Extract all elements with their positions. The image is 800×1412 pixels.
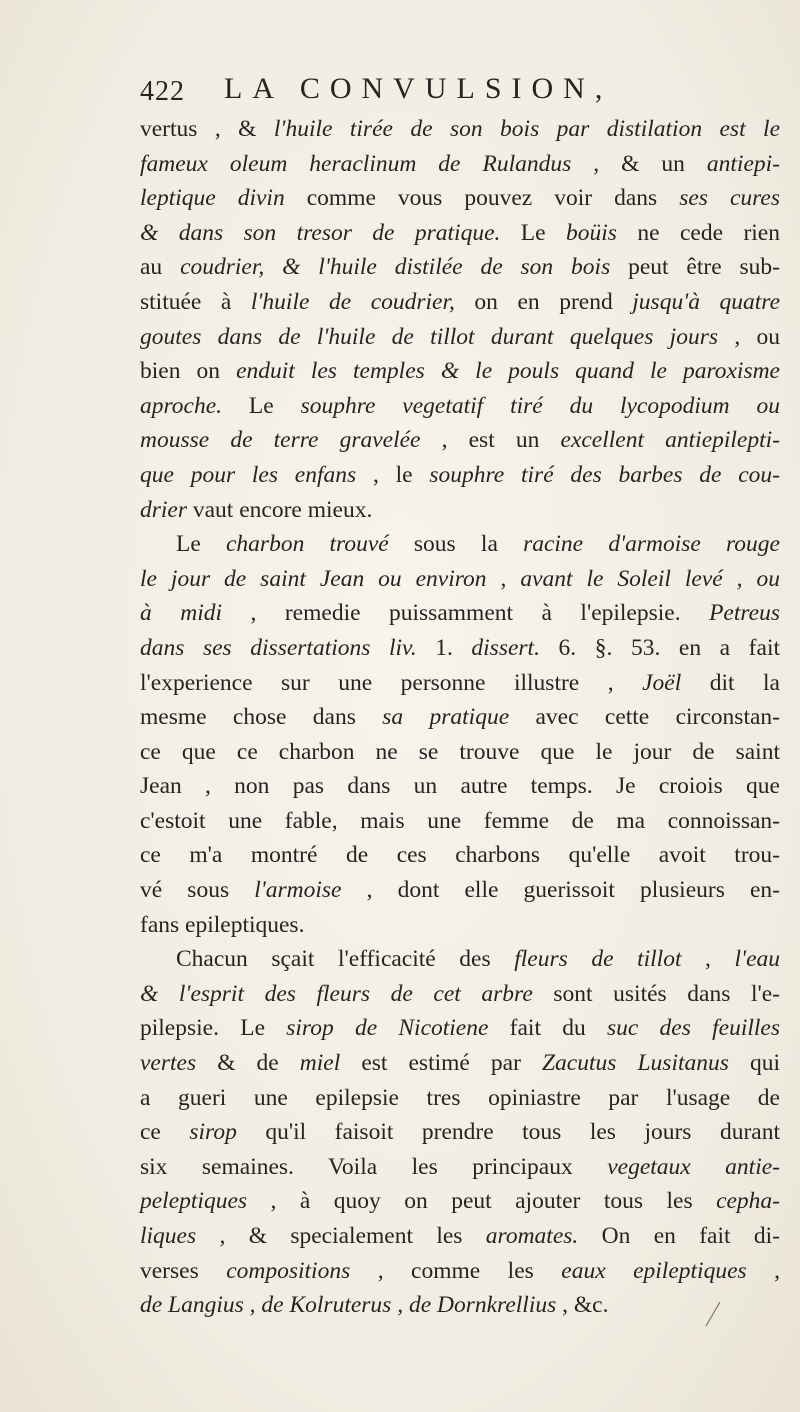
text-run: fait du xyxy=(488,1015,607,1042)
text-run: , remedie puissamment à l'epilepsie. xyxy=(222,600,710,627)
text-line xyxy=(140,1288,780,1323)
italic-text: enduit les temples & le pouls quand le paroxisme xyxy=(236,358,780,385)
text-line xyxy=(140,977,780,1012)
italic-text: goutes dans de l'huile de tillot durant quelques jours xyxy=(140,323,719,350)
italic-text: & dans son tresor de pratique. xyxy=(140,219,501,246)
text-line xyxy=(140,285,780,320)
text-run: 6. §. 53. en a fait xyxy=(539,634,780,661)
text-run: , &c. xyxy=(556,1292,609,1319)
text-line xyxy=(140,112,780,147)
text-run: Le xyxy=(222,392,301,419)
text-run: vertus , & xyxy=(140,116,274,142)
italic-text: peleptiques xyxy=(140,1188,248,1215)
text-run: a gueri une epilepsie tres opiniastre par l'usage de xyxy=(140,1084,780,1111)
italic-text: drier xyxy=(140,496,187,523)
italic-text: l'huile de coudrier, xyxy=(250,288,455,315)
text-line xyxy=(140,320,780,355)
text-run: Chacun sçait l'efficacité des xyxy=(176,946,515,973)
text-line xyxy=(140,1150,780,1185)
text-run: peut être sub- xyxy=(610,254,780,281)
italic-text: le jour de saint Jean ou environ , avant le Soleil levé , ou xyxy=(140,565,780,592)
italic-text: Joël xyxy=(642,669,682,696)
text-line xyxy=(140,769,780,804)
text-run: stituée à xyxy=(140,288,251,315)
text-run: c'estoit une fable, mais une femme de ma connoissan- xyxy=(140,807,780,834)
text-line xyxy=(140,562,780,597)
italic-text: fameux oleum heraclinum de Rulandus xyxy=(140,150,572,177)
text-run: comme vous pouvez voir dans xyxy=(284,185,680,212)
text-run: au xyxy=(140,254,181,281)
text-run: , ou xyxy=(718,323,780,350)
italic-text: à midi xyxy=(140,600,223,627)
text-line xyxy=(140,493,780,528)
italic-text: liques xyxy=(140,1223,197,1249)
italic-text: sirop de Nicotiene xyxy=(286,1015,489,1042)
italic-text: excellent antiepilepti- xyxy=(560,427,781,454)
italic-text: de Langius , de Kolruterus , de Dornkrellius xyxy=(140,1292,557,1319)
italic-text: & l'esprit des fleurs de cet arbre xyxy=(140,980,533,1007)
text-line xyxy=(140,735,780,770)
italic-text: mousse de terre gravelée xyxy=(140,427,421,454)
page-header xyxy=(140,72,700,112)
text-line xyxy=(140,389,780,424)
text-run: vaut encore mieux. xyxy=(187,496,373,523)
text-line xyxy=(140,354,780,389)
italic-text: Zacutus Lusitanus xyxy=(541,1050,729,1077)
italic-text: eaux epileptiques xyxy=(561,1257,747,1284)
text-run: 1. xyxy=(416,634,472,661)
text-line xyxy=(140,423,780,458)
text-line xyxy=(140,1081,780,1116)
text-run: Le xyxy=(176,531,226,558)
italic-text: sa pratique xyxy=(382,704,510,731)
italic-text: Petreus xyxy=(709,600,780,627)
italic-text: vegetaux antie- xyxy=(607,1153,780,1180)
text-run: vé sous xyxy=(140,877,255,904)
text-run: mesme chose dans xyxy=(140,704,383,731)
text-run: , comme les xyxy=(350,1257,562,1284)
text-run: & de xyxy=(196,1050,300,1077)
text-line xyxy=(140,700,780,735)
italic-text: vertes xyxy=(140,1050,197,1077)
page-number: 422 xyxy=(140,76,185,107)
italic-text: charbon trouvé xyxy=(226,531,389,558)
text-run: ce xyxy=(140,1119,190,1146)
text-run: avec cette circonstan- xyxy=(509,704,780,731)
text-run: Jean , non pas dans un autre temps. Je croiois que xyxy=(140,773,780,800)
text-run: Le xyxy=(500,219,567,246)
text-line xyxy=(140,1046,780,1081)
italic-text: antiepi- xyxy=(706,150,780,177)
italic-text: que pour les enfans xyxy=(140,461,357,488)
text-line xyxy=(140,1011,780,1046)
text-line xyxy=(140,873,780,908)
text-line xyxy=(140,527,780,562)
italic-text: suc des feuilles xyxy=(606,1015,780,1042)
text-run: fans epileptiques. xyxy=(140,911,305,938)
italic-text: miel xyxy=(299,1050,341,1077)
text-line xyxy=(140,458,780,493)
italic-text: compositions xyxy=(226,1257,351,1284)
italic-text: dissert. xyxy=(471,634,540,661)
running-head: LA CONVULSION, xyxy=(224,72,613,105)
text-run: , & specialement les xyxy=(196,1223,486,1249)
italic-text: l'armoise xyxy=(254,877,342,904)
italic-text: l'eau xyxy=(734,946,781,973)
text-run: , xyxy=(746,1257,780,1284)
text-run: pilepsie. Le xyxy=(140,1015,287,1042)
text-line xyxy=(140,942,780,977)
text-run: bien on xyxy=(140,358,237,385)
text-run: , le xyxy=(356,461,430,488)
text-run: six semaines. Voila les principaux xyxy=(140,1153,608,1180)
text-run: l'experience sur une personne illustre , xyxy=(140,669,643,696)
text-run: ne cede rien xyxy=(616,219,780,246)
italic-text: ses cures xyxy=(679,185,780,212)
text-run: , à quoy on peut ajouter tous les xyxy=(247,1188,717,1215)
italic-text: l'huile tirée de son bois par distilation est le xyxy=(273,116,780,142)
italic-text: racine d'armoise rouge xyxy=(523,531,780,558)
text-line xyxy=(140,1184,780,1219)
text-run: qui xyxy=(728,1050,781,1077)
text-line xyxy=(140,804,780,839)
italic-text: cepha- xyxy=(716,1188,780,1215)
body-text xyxy=(140,112,780,1323)
italic-text: fleurs de tillot xyxy=(514,946,682,973)
text-line xyxy=(140,1219,780,1254)
pencil-mark-icon xyxy=(702,1298,724,1328)
text-run: On en fait di- xyxy=(578,1223,780,1249)
text-run: on en prend xyxy=(454,288,633,315)
text-line xyxy=(140,666,780,701)
italic-text: coudrier, & l'huile distilée de son bois xyxy=(180,254,611,281)
text-line xyxy=(140,147,780,182)
text-run: ce que ce charbon ne se trouve que le jour de saint xyxy=(140,738,780,765)
text-run: qu'il faisoit prendre tous les jours durant xyxy=(236,1119,780,1146)
text-run: sous la xyxy=(388,531,524,558)
text-run: verses xyxy=(140,1257,227,1284)
text-line xyxy=(140,1254,780,1289)
text-run: dit la xyxy=(681,669,780,696)
italic-text: leptique divin xyxy=(140,185,285,212)
italic-text: sirop xyxy=(189,1119,237,1146)
italic-text: aromates. xyxy=(485,1223,579,1249)
text-line xyxy=(140,181,780,216)
italic-text: souphre tiré des barbes de cou- xyxy=(429,461,781,488)
italic-text: jusqu'à quatre xyxy=(632,288,780,315)
text-line xyxy=(140,216,780,251)
text-line xyxy=(140,250,780,285)
text-run: , dont elle guerissoit plusieurs en- xyxy=(341,877,780,904)
text-run: ce m'a montré de ces charbons qu'elle avoit trou- xyxy=(140,842,780,869)
italic-text: aproche. xyxy=(140,392,223,419)
italic-text: dans ses dissertations liv. xyxy=(140,634,417,661)
text-line xyxy=(140,908,780,943)
text-run: sont usités dans l'e- xyxy=(532,980,780,1007)
text-run: , est un xyxy=(420,427,561,454)
italic-text: souphre vegetatif tiré du lycopodium ou xyxy=(300,392,780,419)
italic-text: boüis xyxy=(566,219,617,246)
text-line xyxy=(140,596,780,631)
text-run: , & un xyxy=(571,150,707,177)
text-line xyxy=(140,631,780,666)
text-run: est estimé par xyxy=(340,1050,542,1077)
text-line xyxy=(140,838,780,873)
text-run: , xyxy=(681,946,735,973)
text-line xyxy=(140,1115,780,1150)
